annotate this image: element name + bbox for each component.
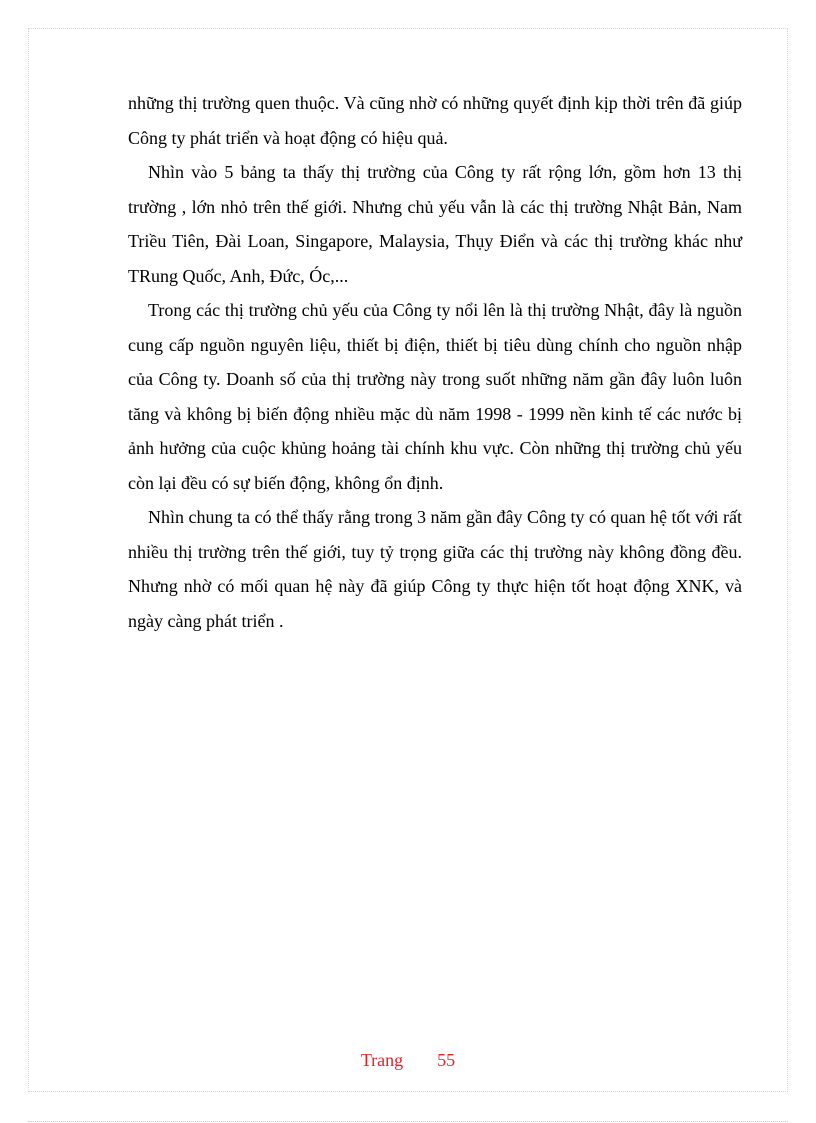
paragraph-4: Nhìn chung ta có thể thấy rằng trong 3 năm gần đây Công ty có quan hệ tốt với rất nhiều thị trường trên thế giới, tuy tỷ trọng giữa các thị trường này không đồng đều. Nhưng nhờ có mối quan hệ này đã giúp Công ty thực hiện tốt hoạt động XNK, và ngày càng phát triển . bbox=[128, 507, 742, 631]
page-number: 55 bbox=[437, 1050, 456, 1070]
paragraph-1: những thị trường quen thuộc. Và cũng nhờ có những quyết định kịp thời trên đã giúp Công ty phát triển và hoạt động có hiệu quả. bbox=[128, 93, 742, 148]
paragraph-2: Nhìn vào 5 bảng ta thấy thị trường của Công ty rất rộng lớn, gồm hơn 13 thị trường , lớn nhỏ trên thế giới. Nhưng chủ yếu vẫn là các thị trường Nhật Bản, Nam Triều Tiên, Đài Loan, Singapore, Malaysia, Thụy Điển và các thị trường khác như TRung Quốc, Anh, Đức, Óc,... bbox=[128, 162, 742, 286]
document-body bbox=[128, 86, 742, 638]
page-footer bbox=[0, 1050, 816, 1071]
paragraph-3: Trong các thị trường chủ yếu của Công ty nổi lên là thị trường Nhật, đây là nguồn cung cấp nguồn nguyên liệu, thiết bị điện, thiết bị tiêu dùng chính cho nguồn nhập của Công ty. Doanh số của thị trường này trong suốt những năm gần đây luôn luôn tăng và không bị biến động nhiều mặc dù năm 1998 - 1999 nền kinh tế các nước bị ảnh hưởng của cuộc khủng hoảng tài chính khu vực. Còn những thị trường chủ yếu còn lại đều có sự biến động, không ổn định. bbox=[128, 300, 742, 493]
page-bottom-rule bbox=[28, 1121, 788, 1122]
page-label: Trang bbox=[360, 1050, 404, 1070]
